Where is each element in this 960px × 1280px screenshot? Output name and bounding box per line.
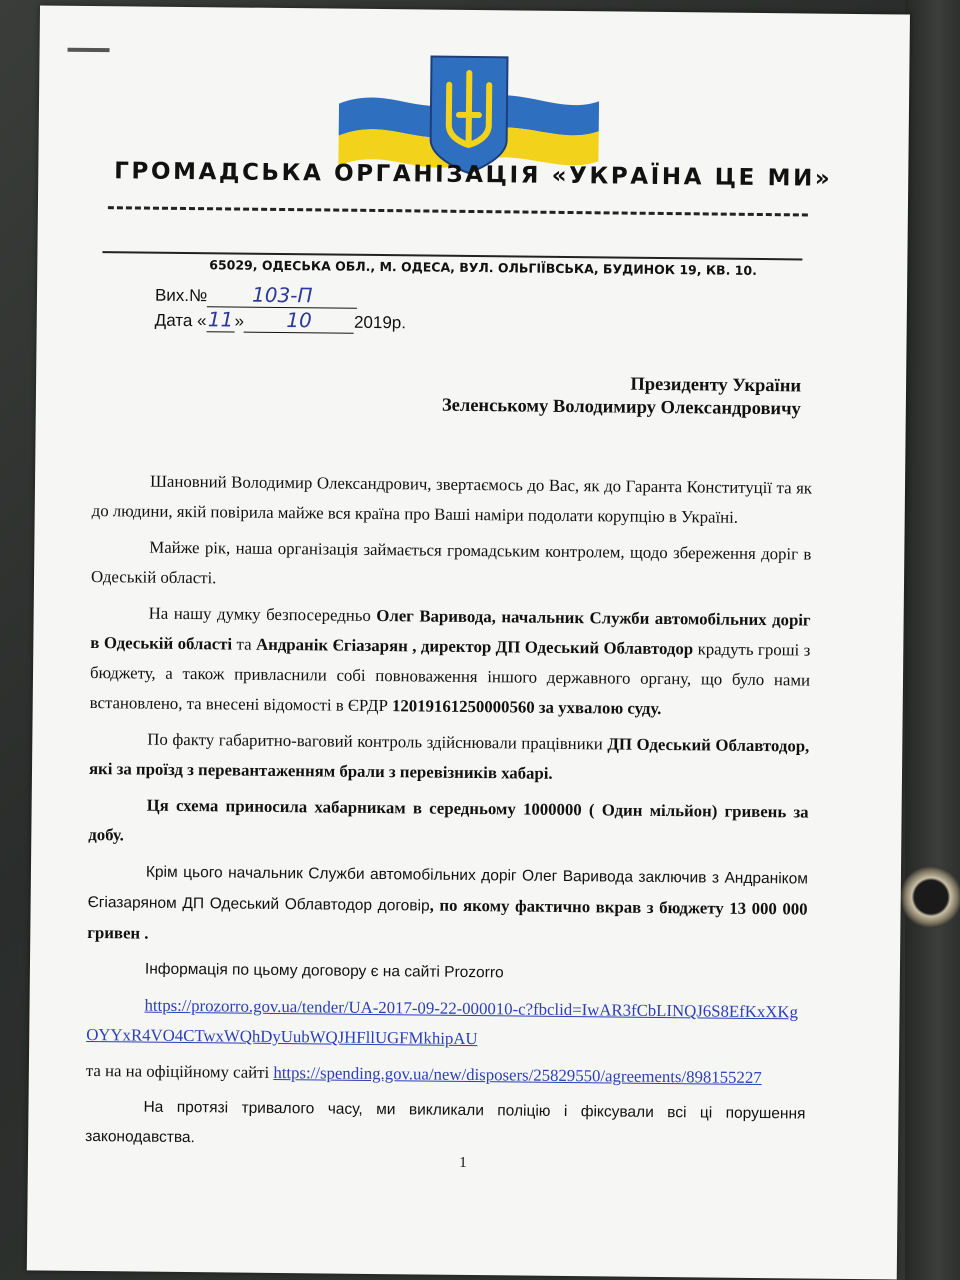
page-number: 1 [459, 1154, 467, 1171]
addressee-block [442, 372, 801, 422]
letter-body [85, 466, 812, 1166]
addressee-title: Президенту України [630, 374, 802, 397]
paragraph-prozorro: Інформація по цьому договору є на сайті Prozorro [144, 960, 504, 982]
addressee-name: Зеленському Володимиру Олександровичу [441, 395, 801, 420]
outgoing-number: 103-П [207, 282, 357, 309]
paragraph-accusation: На нашу думку безпосередньо Олег Варивода, начальник Служби автомобільних доріг в Одеській області та Андранік Єгіазарян , директор ДП Одеський Облавтодор крадуть гроші з бюджету, а також привласнили собі повноваження іншого державного органу, що було нами встановлено, та внесені відомості в ЄРДР 12019161250000560 за ухвалою суду. [89, 603, 811, 718]
paragraph-weight-control: По факту габаритно-ваговий контроль здійснювали працівники ДП Одеський Облавтодор, які за проїзд з перевантаженням брали з перевізників хабарі. [88, 729, 810, 783]
paragraph-contract: Крім цього начальник Служби автомобільних доріг Олег Варивода заключив з Андраніком Єгіазаряном ДП Одеський Облавтодор договір, по якому фактично вкрав з бюджету 13 000 000 гривен . [87, 863, 809, 943]
hole-punch-mark [68, 48, 110, 52]
paragraph-police: На протязі тривалого часу, ми викликали поліцію і фіксували всі ці порушення законодавства. [85, 1098, 806, 1147]
letter-page [27, 5, 910, 1279]
organization-address: 65029, ОДЕСЬКА ОБЛ., М. ОДЕСА, ВУЛ. ОЛЬГІЇВСЬКА, БУДИНОК 19, КВ. 10. [209, 257, 757, 278]
folder-edge [905, 0, 960, 1280]
paragraph-link2: та на на офіційному сайті https://spending.gov.ua/new/disposers/25829550/agreements/898155227 [85, 1060, 762, 1088]
binder-ring [900, 866, 960, 928]
paragraph-greeting: Шановний Володимир Олександрович, звертаємось до Вас, як до Гаранта Конституції та як до людини, якій повірила майже вся країна про Ваші наміри подолати корупцію в Україні. [91, 471, 813, 527]
paragraph-organization: Майже рік, наша організація займається громадським контролем, щодо збереження доріг в Одеській області. [90, 537, 812, 588]
date-month: 10 [244, 308, 354, 334]
date-day: 11 [207, 307, 234, 332]
date-label: Дата « [154, 310, 207, 331]
outgoing-number-row [155, 282, 358, 309]
date-separator: » [234, 311, 245, 331]
date-row [155, 307, 407, 335]
paragraph-link1 [86, 990, 807, 1058]
outgoing-label: Вих.№ [154, 285, 208, 306]
spending-link[interactable]: https://spending.gov.ua/new/disposers/25829550/agreements/898155227 [273, 1062, 762, 1088]
paragraph-scheme: Ця схема приносила хабарникам в середньому 1000000 ( Один мільйон) гривень за добу. [88, 795, 809, 845]
date-year: 2019р. [353, 312, 407, 333]
header-dashed-line [108, 206, 808, 216]
organization-title: ГРОМАДСЬКА ОРГАНІЗАЦІЯ «УКРАЇНА ЦЕ МИ» [114, 158, 833, 192]
prozorro-link[interactable]: https://prozorro.gov.ua/tender/UA-2017-09-22-000010-c?fbclid=IwAR3fCbLINQJ6S8EfKxXKgOYYxR4VO4CTwxWQhDyUubWQJHFllUGFMkhipAU [86, 995, 799, 1049]
